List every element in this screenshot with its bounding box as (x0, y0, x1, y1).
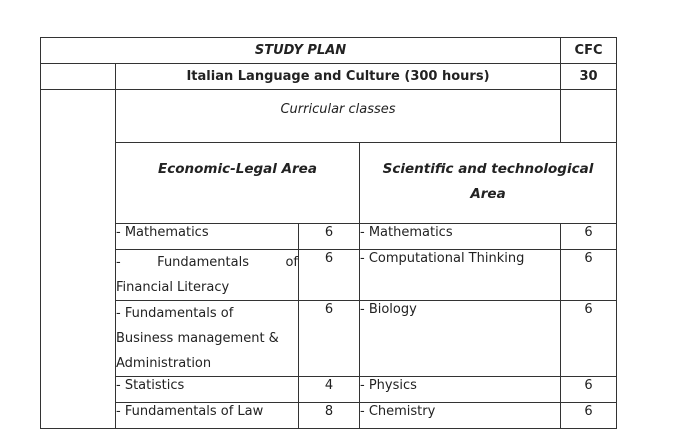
right-subject: - Biology (360, 301, 561, 377)
scientific-area-label-line1: Scientific and technological (382, 161, 594, 177)
right-subject: - Computational Thinking (360, 250, 561, 301)
table-row (41, 403, 617, 429)
left-cfc: 8 (299, 403, 360, 429)
table-row (41, 250, 617, 301)
table-row (41, 224, 617, 250)
right-cfc: 6 (561, 250, 617, 301)
left-subject-line3: Administration (116, 356, 212, 371)
left-subject-line1: - Fundamentals of (116, 306, 234, 321)
left-subject (116, 301, 299, 377)
right-cfc: 6 (561, 224, 617, 250)
empty-cell (561, 90, 617, 143)
left-subject: - Statistics (116, 377, 299, 403)
left-cfc: 6 (299, 250, 360, 301)
left-subject-line2: Business management & (116, 331, 279, 346)
economic-legal-area-label: Economic-Legal Area (158, 161, 317, 177)
course-cfc: 30 (561, 64, 617, 90)
right-cfc: 6 (561, 301, 617, 377)
right-cfc: 6 (561, 403, 617, 429)
left-margin-cell (41, 90, 116, 429)
left-subject-line2: Financial Literacy (116, 280, 230, 295)
left-subject: - Mathematics (116, 224, 299, 250)
right-cfc: 6 (561, 377, 617, 403)
left-cfc: 6 (299, 301, 360, 377)
right-subject: - Physics (360, 377, 561, 403)
cfc-header: CFC (561, 38, 617, 64)
left-subject: - Fundamentals of Financial Literacy (116, 250, 299, 301)
right-subject: - Chemistry (360, 403, 561, 429)
table-row (41, 301, 617, 377)
study-plan-table (40, 37, 617, 429)
scientific-area-label-line2: Area (470, 186, 506, 202)
table-row (41, 377, 617, 403)
left-subject: - Fundamentals of Law (116, 403, 299, 429)
left-cfc: 4 (299, 377, 360, 403)
empty-cell (41, 64, 116, 90)
left-cfc: 6 (299, 224, 360, 250)
study-plan-title: STUDY PLAN (41, 38, 561, 64)
course-name: Italian Language and Culture (300 hours) (116, 64, 561, 90)
curricular-classes-label: Curricular classes (116, 90, 561, 143)
economic-legal-area-header (116, 143, 360, 224)
scientific-area-header (360, 143, 617, 224)
right-subject: - Mathematics (360, 224, 561, 250)
